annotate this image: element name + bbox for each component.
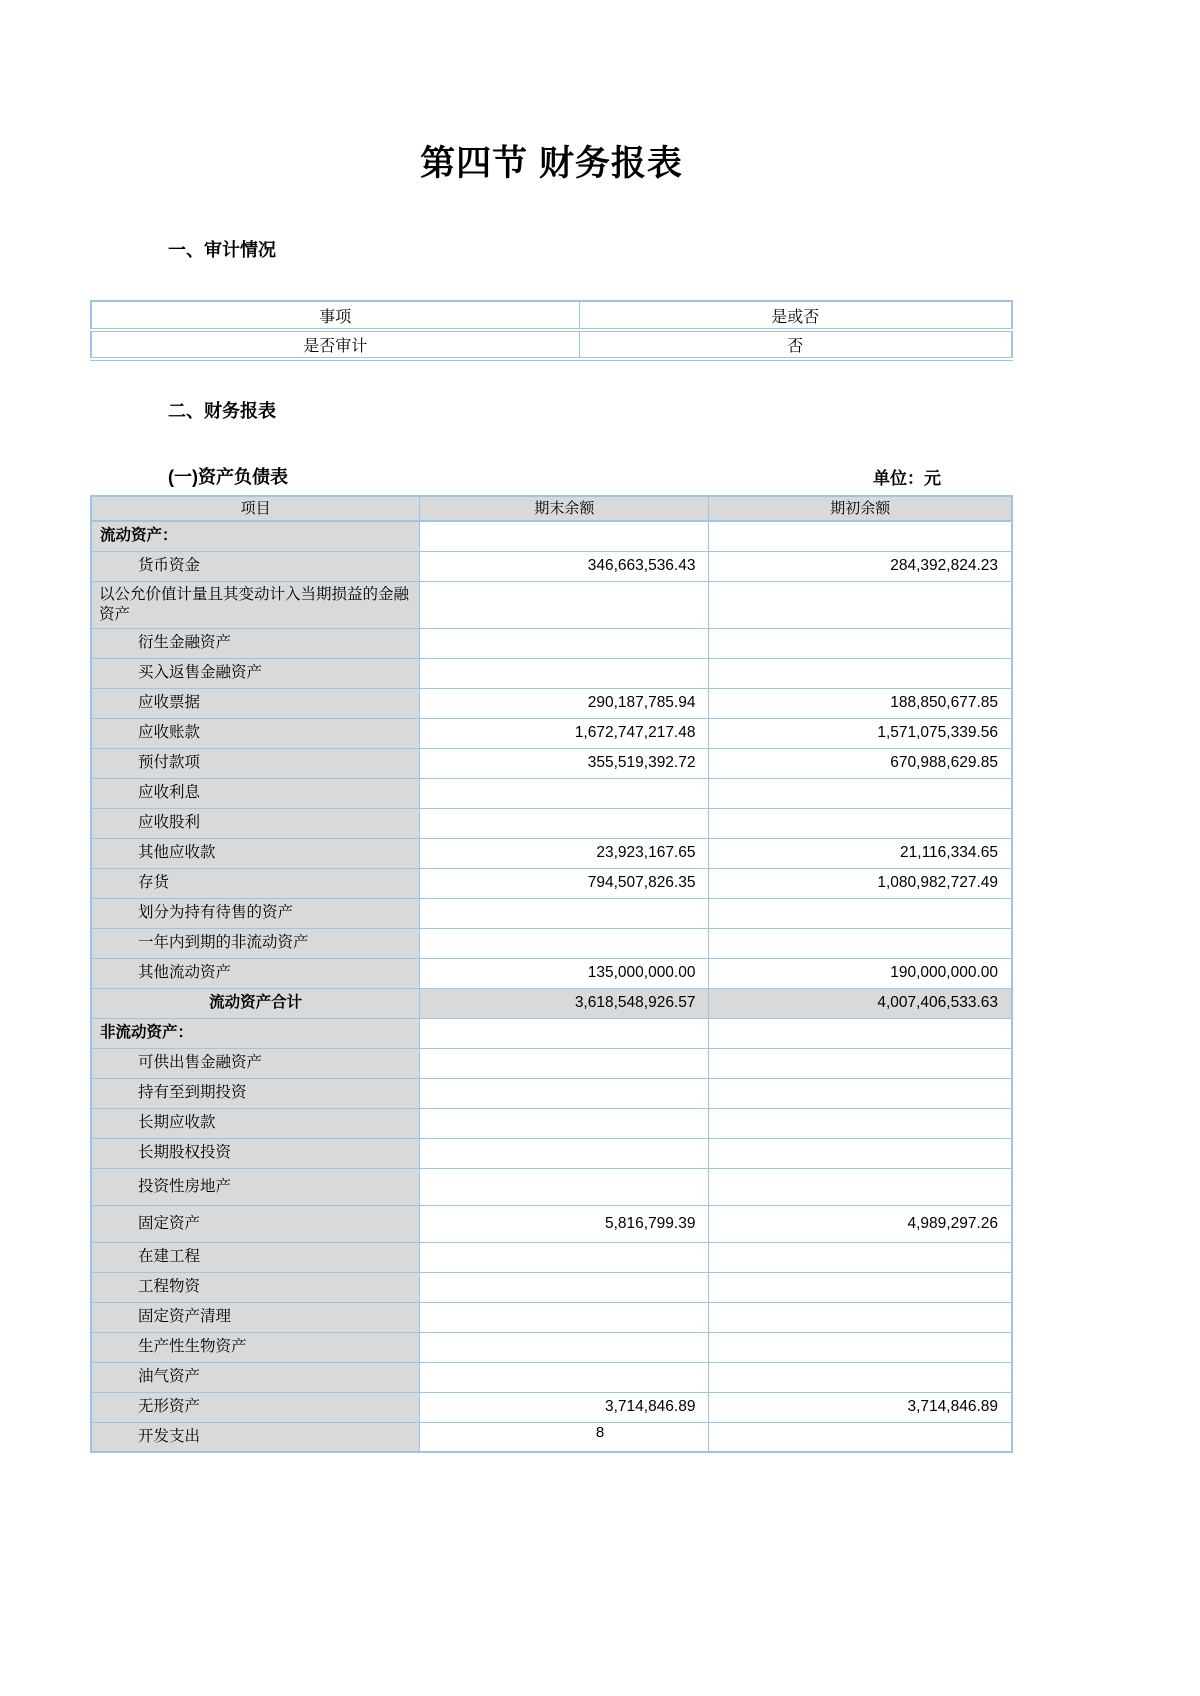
table-row: [91, 628, 1012, 658]
ending-balance-cell: [420, 898, 709, 928]
audit-header-item: 事项: [91, 301, 579, 330]
ending-balance-cell: [420, 658, 709, 688]
beginning-balance-cell: [709, 1048, 1012, 1078]
beginning-balance-cell: 1,080,982,727.49: [709, 868, 1012, 898]
balance-sheet-subheading: (一)资产负债表: [168, 467, 288, 487]
item-label: 投资性房地产: [91, 1168, 420, 1205]
ending-balance-cell: [420, 1168, 709, 1205]
beginning-balance-cell: [709, 628, 1012, 658]
beginning-balance-cell: [709, 778, 1012, 808]
table-row: [91, 1332, 1012, 1362]
item-label: 货币资金: [91, 551, 420, 581]
beginning-balance-cell: [709, 1018, 1012, 1048]
page-number: 8: [595, 1424, 605, 1441]
item-label: 一年内到期的非流动资产: [91, 928, 420, 958]
item-label: 衍生金融资产: [91, 628, 420, 658]
table-row: [91, 988, 1012, 1018]
table-row: [91, 658, 1012, 688]
ending-balance-cell: [420, 1302, 709, 1332]
item-label: 无形资产: [91, 1392, 420, 1422]
item-label: 固定资产清理: [91, 1302, 420, 1332]
item-label: 其他应收款: [91, 838, 420, 868]
unit-label: 单位：元: [873, 469, 941, 488]
beginning-balance-cell: [709, 898, 1012, 928]
beginning-balance-cell: 21,116,334.65: [709, 838, 1012, 868]
table-row: [91, 1108, 1012, 1138]
item-label: 在建工程: [91, 1242, 420, 1272]
ending-balance-cell: [420, 1242, 709, 1272]
audit-item-cell: 是否审计: [91, 330, 579, 359]
ending-balance-cell: [420, 581, 709, 628]
table-row: [91, 1138, 1012, 1168]
table-row: [91, 1205, 1012, 1242]
beginning-balance-cell: [709, 808, 1012, 838]
ending-balance-cell: 346,663,536.43: [420, 551, 709, 581]
item-label: 应收利息: [91, 778, 420, 808]
table-row: [91, 958, 1012, 988]
item-label: 买入返售金融资产: [91, 658, 420, 688]
ending-balance-cell: 355,519,392.72: [420, 748, 709, 778]
beginning-balance-cell: 190,000,000.00: [709, 958, 1012, 988]
item-label: 持有至到期投资: [91, 1078, 420, 1108]
item-label: 以公允价值计量且其变动计入当期损益的金融资产: [91, 581, 420, 628]
beginning-balance-cell: [709, 1272, 1012, 1302]
table-row: [91, 1168, 1012, 1205]
header-item: 项目: [91, 496, 420, 521]
beginning-balance-cell: [709, 1332, 1012, 1362]
beginning-balance-cell: 4,007,406,533.63: [709, 988, 1012, 1018]
item-label: 应收票据: [91, 688, 420, 718]
item-label: 流动资产合计: [91, 988, 420, 1018]
beginning-balance-cell: [709, 1362, 1012, 1392]
beginning-balance-cell: [709, 1242, 1012, 1272]
ending-balance-cell: 135,000,000.00: [420, 958, 709, 988]
beginning-balance-cell: [709, 658, 1012, 688]
balance-sheet-header-row: [91, 496, 1012, 521]
item-label: 非流动资产：: [91, 1018, 420, 1048]
item-label: 应收股利: [91, 808, 420, 838]
table-row: [91, 688, 1012, 718]
table-row: [91, 1048, 1012, 1078]
section-heading-audit: 一、审计情况: [168, 240, 276, 260]
beginning-balance-cell: [709, 928, 1012, 958]
beginning-balance-cell: [709, 1168, 1012, 1205]
item-label: 固定资产: [91, 1205, 420, 1242]
table-row: [91, 551, 1012, 581]
ending-balance-cell: [420, 1018, 709, 1048]
table-row: [91, 928, 1012, 958]
ending-balance-cell: [420, 1108, 709, 1138]
ending-balance-cell: [420, 628, 709, 658]
ending-balance-cell: [420, 1272, 709, 1302]
item-label: 生产性生物资产: [91, 1332, 420, 1362]
page-content: [90, 0, 1013, 1453]
beginning-balance-cell: [709, 1108, 1012, 1138]
beginning-balance-cell: [709, 1078, 1012, 1108]
ending-balance-cell: 1,672,747,217.48: [420, 718, 709, 748]
balance-sheet-body: [91, 521, 1012, 1452]
beginning-balance-cell: [709, 1138, 1012, 1168]
table-row: [91, 868, 1012, 898]
table-row: [91, 1272, 1012, 1302]
item-label: 开发支出: [91, 1422, 420, 1452]
table-row: [91, 778, 1012, 808]
ending-balance-cell: 290,187,785.94: [420, 688, 709, 718]
table-row: [91, 1018, 1012, 1048]
section-heading-financial: 二、财务报表: [168, 401, 276, 421]
item-label: 应收账款: [91, 718, 420, 748]
ending-balance-cell: [420, 928, 709, 958]
ending-balance-cell: 3,714,846.89: [420, 1392, 709, 1422]
beginning-balance-cell: [709, 1302, 1012, 1332]
audit-answer-cell: 否: [579, 330, 1012, 359]
beginning-balance-cell: 3,714,846.89: [709, 1392, 1012, 1422]
beginning-balance-cell: [709, 581, 1012, 628]
item-label: 长期股权投资: [91, 1138, 420, 1168]
balance-sheet-caption-row: [90, 463, 1013, 489]
item-label: 可供出售金融资产: [91, 1048, 420, 1078]
audit-header-answer: 是或否: [579, 301, 1012, 330]
table-row: [91, 898, 1012, 928]
table-row: [91, 1362, 1012, 1392]
beginning-balance-cell: 670,988,629.85: [709, 748, 1012, 778]
table-row: [91, 718, 1012, 748]
header-ending-balance: 期末余额: [420, 496, 709, 521]
table-row: [91, 1392, 1012, 1422]
ending-balance-cell: [420, 521, 709, 551]
ending-balance-cell: 5,816,799.39: [420, 1205, 709, 1242]
item-label: 流动资产：: [91, 521, 420, 551]
audit-header-row: [91, 301, 1012, 330]
header-beginning-balance: 期初余额: [709, 496, 1012, 521]
table-row: [91, 838, 1012, 868]
table-row: [91, 1302, 1012, 1332]
ending-balance-cell: [420, 1138, 709, 1168]
table-row: [91, 1242, 1012, 1272]
table-row: [91, 330, 1012, 359]
item-label: 长期应收款: [91, 1108, 420, 1138]
beginning-balance-cell: 284,392,824.23: [709, 551, 1012, 581]
ending-balance-cell: [420, 1048, 709, 1078]
table-row: [91, 1078, 1012, 1108]
ending-balance-cell: [420, 1078, 709, 1108]
ending-balance-cell: [420, 808, 709, 838]
beginning-balance-cell: 188,850,677.85: [709, 688, 1012, 718]
item-label: 工程物资: [91, 1272, 420, 1302]
table-row: [91, 808, 1012, 838]
ending-balance-cell: 794,507,826.35: [420, 868, 709, 898]
beginning-balance-cell: 1,571,075,339.56: [709, 718, 1012, 748]
ending-balance-cell: [420, 1332, 709, 1362]
audit-table: [90, 300, 1013, 361]
ending-balance-cell: [420, 778, 709, 808]
table-row: [91, 581, 1012, 628]
balance-sheet-table: [90, 495, 1013, 1453]
table-row: [91, 521, 1012, 551]
item-label: 存货: [91, 868, 420, 898]
item-label: 预付款项: [91, 748, 420, 778]
beginning-balance-cell: [709, 521, 1012, 551]
ending-balance-cell: 3,618,548,926.57: [420, 988, 709, 1018]
page-title: 第四节 财务报表: [420, 144, 683, 183]
ending-balance-cell: [420, 1362, 709, 1392]
item-label: 油气资产: [91, 1362, 420, 1392]
ending-balance-cell: 23,923,167.65: [420, 838, 709, 868]
item-label: 划分为持有待售的资产: [91, 898, 420, 928]
beginning-balance-cell: 4,989,297.26: [709, 1205, 1012, 1242]
table-row: [91, 748, 1012, 778]
item-label: 其他流动资产: [91, 958, 420, 988]
